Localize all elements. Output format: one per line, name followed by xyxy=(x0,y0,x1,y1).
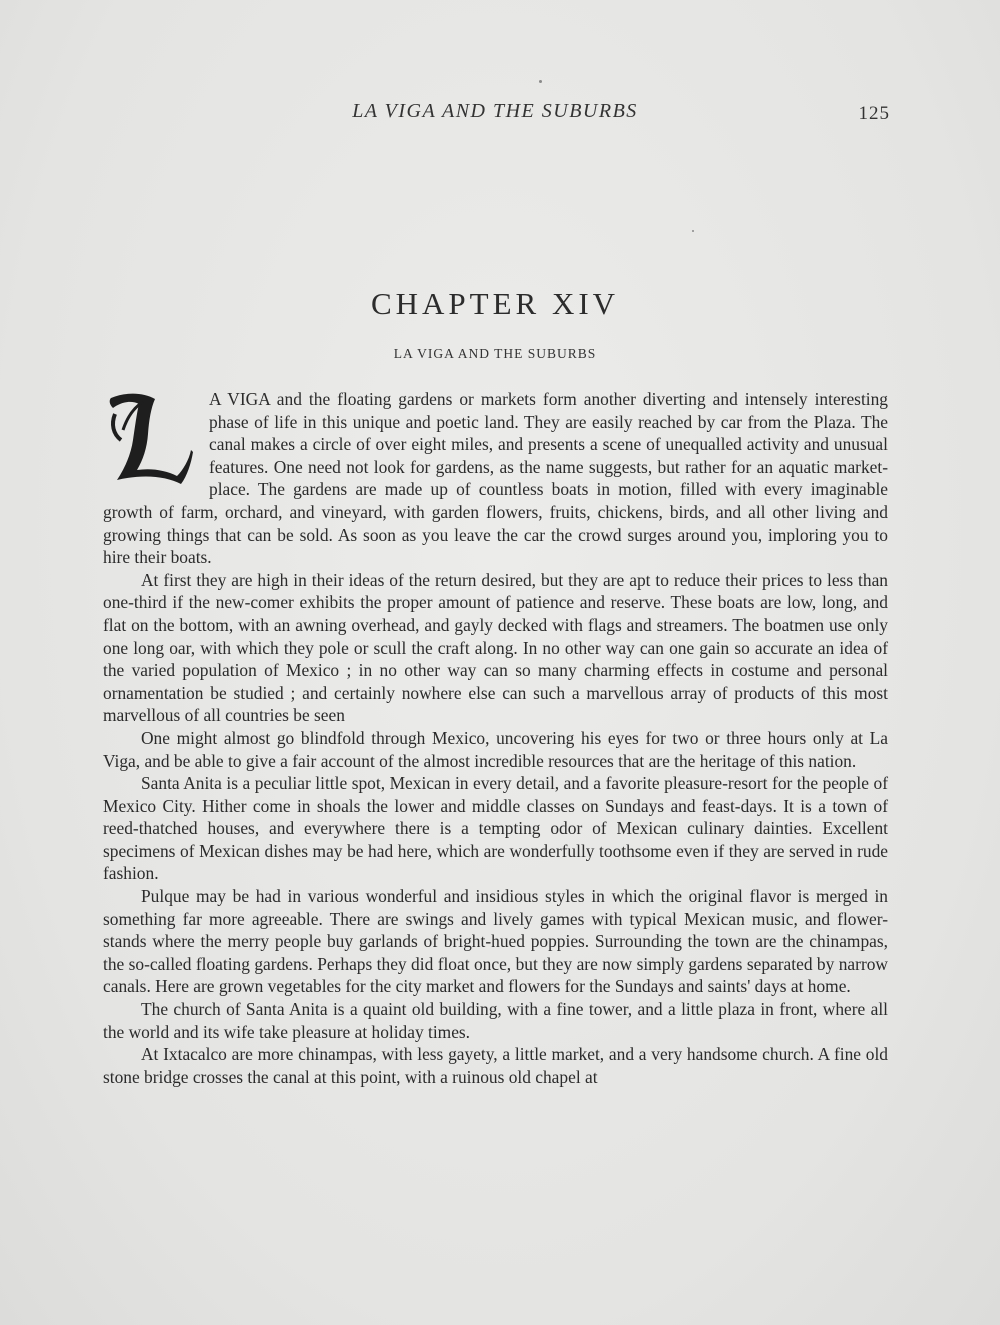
paragraph-1-text: A VIGA and the floating gardens or markets form another diverting and intensely interesting phase of life in this unique and poetic land. They are easily reached by car from the Plaza. The canal makes a circle of over eight miles, and presents a scene of unequalled activity and unusual features. One need not look for gardens, as the name suggests, but rather for an aquatic market-place. The gardens are made up of countless boats in motion, filled with every imaginable growth of farm, orchard, and vineyard, with garden flowers, fruits, chickens, birds, and all other living and growing things that can be sold. As soon as you leave the car the crowd surges around you, imploring you to hire their boats. xyxy=(103,389,888,568)
running-title: LA VIGA AND THE SUBURBS xyxy=(352,100,638,122)
paragraph-1 xyxy=(103,388,888,569)
paragraph-5: Pulque may be had in various wonderful and insidious styles in which the original flavor is merged in something far more agreeable. There are swings and lively games with typical Mexican music, and flower-stands where the merry people buy garlands of bright-hued poppies. Surrounding the town are the chinampas, the so-called floating gardens. Perhaps they did float once, but they are now simply gardens separated by narrow canals. Here are grown vegetables for the city market and flowers for the Sundays and saints' days at home. xyxy=(103,886,888,997)
paragraph-4: Santa Anita is a peculiar little spot, Mexican in every detail, and a favorite pleasure-resort for the people of Mexico City. Hither come in shoals the lower and middle classes on Sundays and feast-days. It is a town of reed-thatched houses, and everywhere there is a tempting odor of Mexican culinary dainties. Excellent specimens of Mexican dishes may be had here, which are wonderfully toothsome even if they are served in rude fashion. xyxy=(103,773,888,884)
paragraph-7: At Ixtacalco are more chinampas, with less gayety, a little market, and a very handsome church. A fine old stone bridge crosses the canal at this point, with a ruinous old chapel at xyxy=(103,1044,888,1087)
body-text xyxy=(103,388,888,1088)
page-number: 125 xyxy=(858,103,890,124)
chapter-title: CHAPTER XIV xyxy=(370,286,620,321)
paragraph-3: One might almost go blindfold through Mexico, uncovering his eyes for two or three hours only at La Viga, and be able to give a fair account of the almost incredible resources that are the heritage of this nation. xyxy=(103,727,888,771)
running-header xyxy=(0,100,1000,130)
paragraph-6: The church of Santa Anita is a quaint old building, with a fine tower, and a little plaza in front, where all the world and its wife take pleasure at holiday times. xyxy=(103,999,888,1042)
chapter-subtitle: LA VIGA AND THE SUBURBS xyxy=(393,346,597,361)
ink-speck xyxy=(692,230,694,232)
ink-speck xyxy=(539,80,542,83)
dropcap-letter-l xyxy=(103,390,203,486)
paragraph-2: At first they are high in their ideas of the return desired, but they are apt to reduce their prices to less than one-third if the new-comer exhibits the proper amount of patience and reserve. These boats are low, long, and flat on the bottom, with an awning overhead, and gayly decked with flags and streamers. The boatmen use only one long oar, with which they pole or scull the craft along. In no other way can one gain so accurate an idea of the varied population of Mexico ; in no other way can so many charming effects in costume and personal ornamentation be studied ; and certainly nowhere else can such a marvellous array of products of this most marvellous of all countries be seen xyxy=(103,569,888,726)
